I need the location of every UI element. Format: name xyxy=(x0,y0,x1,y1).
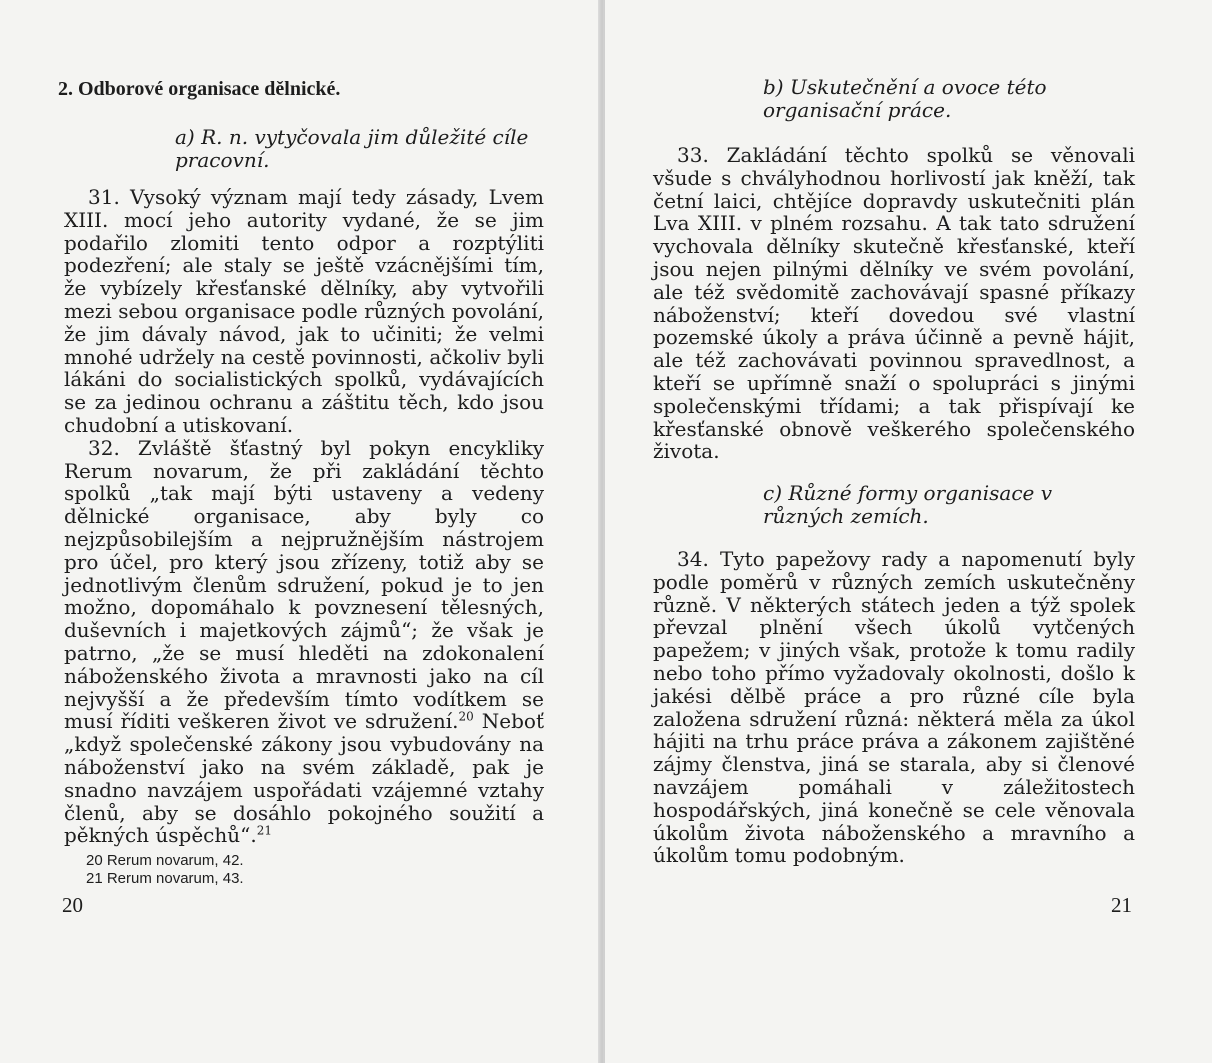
right-body-lower xyxy=(653,548,1135,867)
paragraph-32-continuation: Neboť „když společenské zákony jsou vybudovány na náboženství jako na svém základě, pak je snadno navzájem uspořádati vzájemné vztahy členů, aby se dosáhlo pokojného soužití a pěkných úspěchů“. xyxy=(64,709,544,848)
footnote-ref-21: 21 xyxy=(256,823,272,838)
paragraph-31: 31. Vysoký význam mají tedy zásady, Lvem XIII. mocí jeho autority vydané, že se jim podařilo zlomiti tento odpor a rozptýliti podezření; ale staly se ještě vzácnějšími tím, že vybízely křesťanské dělníky, aby vytvořili mezi sebou organisace podle různých povolání, že jim dávaly návod, jak to učiniti; že velmi mnohé udržely na cestě povinnosti, ačkoliv byli lákáni do socialistických spolků, vydávajících se za jedinou ochranu a záštitu těch, kdo jsou chudobní a utiskovaní. xyxy=(64,185,544,437)
page-number-left: 20 xyxy=(62,893,83,917)
right-page xyxy=(604,0,1212,1063)
footnote-21: 21 Rerum novarum, 43. xyxy=(86,870,244,887)
paragraph-32 xyxy=(64,437,544,847)
subheading-c: c) Různé formy organisace v různých zemích. xyxy=(763,481,1053,528)
paragraph-33: 33. Zakládání těchto spolků se věnovali všude s chvályhodnou horlivostí jak kněží, tak četní laici, chtějíce dopravdy uskutečniti plán Lva XIII. v plném rozsahu. A tak tato sdružení vychovala dělníky skutečně křesťanské, kteří jsou nejen pilnými dělníky ve svém povolání, ale též svědomitě zachovávají spasné příkazy náboženství; kteří dovedou své vlastní pozemské úkoly a práva účinně a pevně hájit, ale též zachovávati povinnou spravedlnost, a kteří se upřímně snaží o spolupráci s jinými společenskými třídami; a tak přispívají ke křesťanské obnově veškerého společenského života. xyxy=(653,143,1135,464)
page-number-right: 21 xyxy=(1111,893,1132,917)
right-body-upper xyxy=(653,144,1135,463)
footnote-ref-20: 20 xyxy=(458,709,474,724)
left-body xyxy=(64,186,544,847)
paragraph-32-text: 32. Zvláště šťastný byl pokyn encykliky Rerum novarum, že při zakládání těchto spolků „tak mají býti ustaveny a vedeny dělnické organisace, aby byly co nejzpůsobilejším a nejpružnějším nástrojem pro účel, pro který jsou zřízeny, totiž aby se jednotlivým členům sdružení, pokud je to jen možno, dopomáhalo k povznesení tělesných, duševních i majetkových zájmů“; že však je patrno, „že se musí hleděti na zdokonalení náboženského života a mravnosti jako na cíl nejvyšší a že především tímto vodítkem se musí říditi veškeren život ve sdružení. xyxy=(64,435,544,734)
subheading-a: a) R. n. vytyčovala jim důležité cíle pracovní. xyxy=(175,125,529,172)
section-heading: 2. Odborové organisace dělnické. xyxy=(58,78,341,100)
paragraph-34: 34. Tyto papežovy rady a napomenutí byly podle poměrů v různých zemích uskutečněny různě. V některých státech jeden a týž spolek převzal plnění všech úkolů vytčených papežem; v jiných však, protože k tomu radily nebo toho přímo vyžadovaly okolnosti, došlo k jakési dělbě práce a pro různé cíle byla založena sdružení různá: některá měla za úkol hájiti na trhu práce práva a zákonem zajištěné zájmy členstva, jiná se starala, aby si členové navzájem pomáhali v záležitostech hospodářských, jiná konečně se cele věnovala úkolům života náboženského a mravního a úkolům tomu podobným. xyxy=(653,547,1135,868)
subheading-b: b) Uskutečnění a ovoce této organisační práce. xyxy=(763,75,1047,122)
footnote-20: 20 Rerum novarum, 42. xyxy=(86,852,244,869)
left-page xyxy=(0,0,600,1063)
